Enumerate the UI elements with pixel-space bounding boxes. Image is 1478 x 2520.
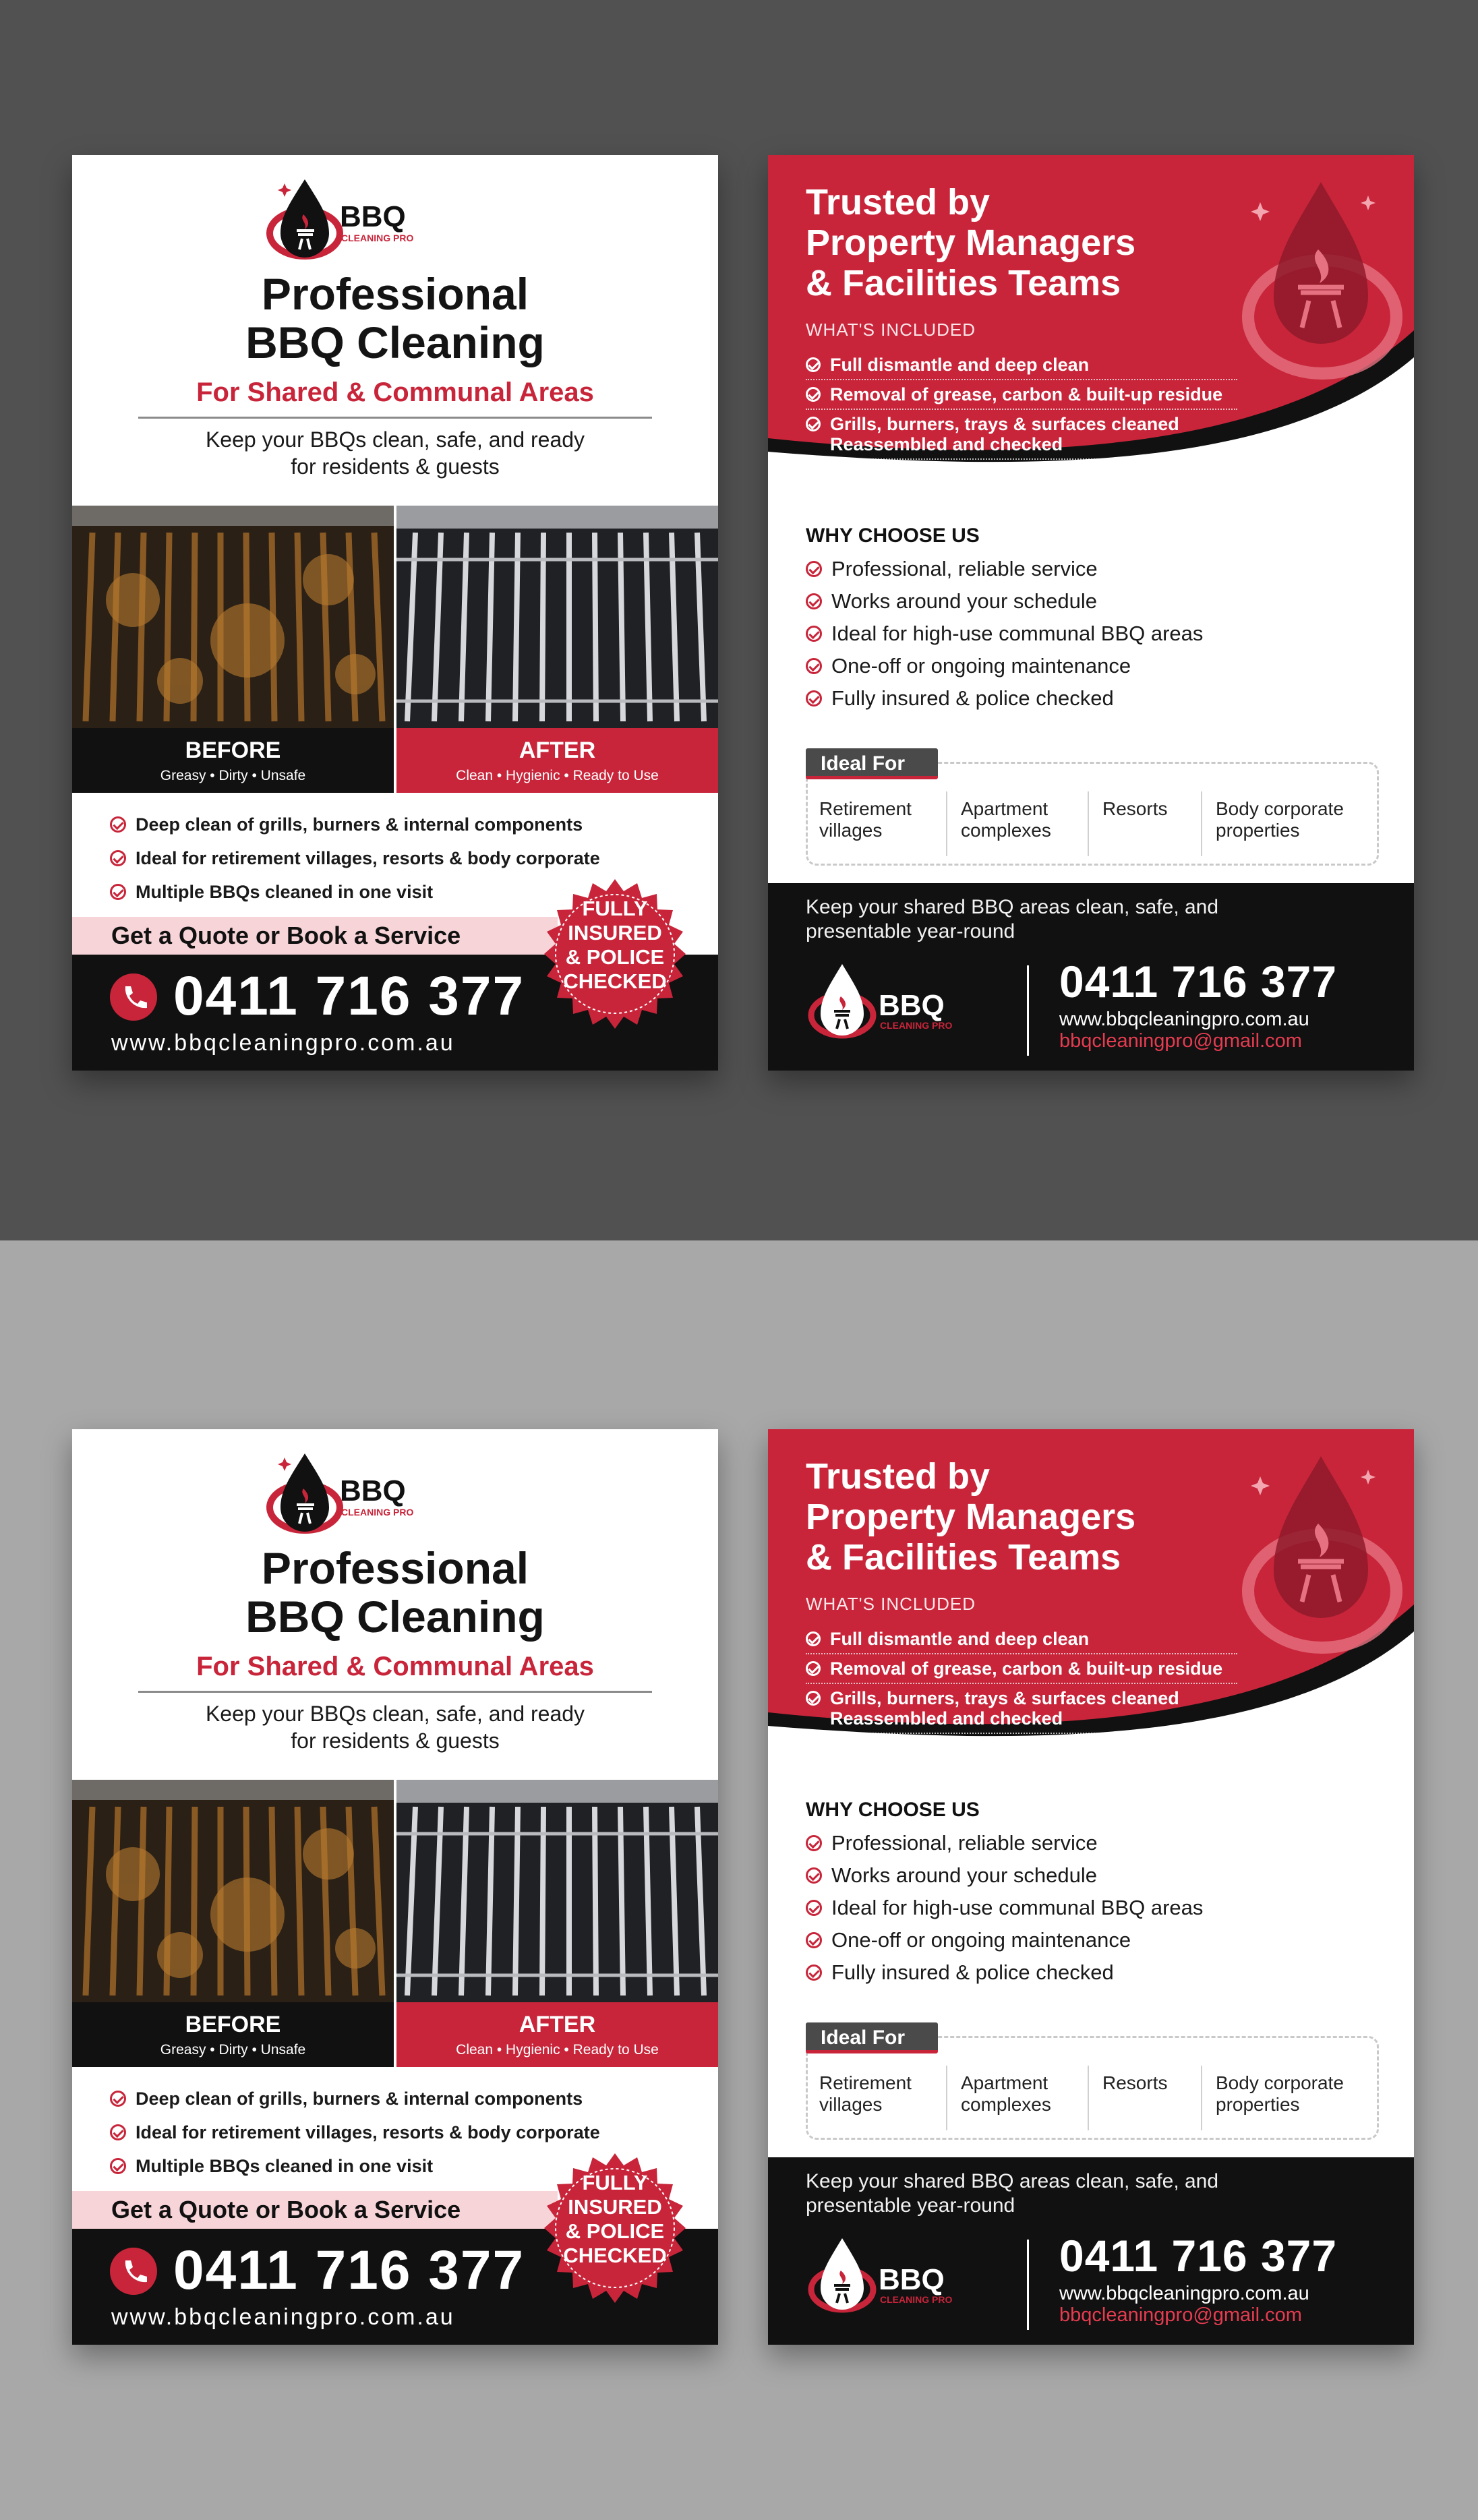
before-photo (72, 1780, 394, 2002)
ideal-item: Apartment complexes (947, 791, 1089, 856)
footer-divider (1027, 2240, 1029, 2330)
included-heading: WHAT'S INCLUDED (806, 1594, 976, 1614)
before-after-labels (72, 2002, 718, 2067)
website-link[interactable]: www.bbqcleaningpro.com.au (1059, 1009, 1309, 1030)
why-heading: WHY CHOOSE US (806, 524, 980, 547)
check-icon (806, 1661, 821, 1676)
ideal-item: Retirement villages (806, 791, 947, 856)
after-label: AFTER Clean • Hygienic • Ready to Use (396, 2002, 718, 2067)
list-item: Ideal for high-use communal BBQ areas (806, 618, 1203, 650)
list-item: Multiple BBQs cleaned in one visit (110, 2149, 663, 2183)
check-icon (806, 690, 822, 707)
list-item: Deep clean of grills, burners & internal components (110, 808, 663, 841)
check-icon (806, 1835, 822, 1851)
front-subtitle: For Shared & Communal Areas (196, 1652, 594, 1681)
quote-banner: Get a Quote or Book a Service (72, 917, 558, 955)
svg-text:CLEANING PRO: CLEANING PRO (341, 1507, 414, 1518)
after-photo (396, 1780, 718, 2002)
ideal-item: Body corporate properties (1216, 2072, 1344, 2115)
check-icon (110, 884, 126, 900)
check-icon (806, 626, 822, 642)
why-list (806, 553, 1203, 715)
check-icon (806, 1867, 822, 1884)
list-item: Multiple BBQs cleaned in one visit (110, 875, 663, 909)
email-link[interactable]: bbqcleaningpro@gmail.com (1059, 2304, 1302, 2326)
included-list (806, 1625, 1237, 1734)
brand-logo (806, 957, 1015, 1058)
seal-text: FULLY INSURED & POLICE CHECKED (563, 2171, 667, 2267)
list-item: Deep clean of grills, burners & internal components (110, 2082, 663, 2116)
check-icon (806, 1631, 821, 1646)
check-icon (110, 2158, 126, 2174)
ideal-for-items (806, 2066, 1379, 2130)
front-title: Professional BBQ Cleaning (245, 1543, 545, 1642)
ideal-item: Apartment complexes (947, 2066, 1089, 2130)
phone-icon (110, 973, 157, 1021)
list-item: Works around your schedule (806, 1859, 1203, 1892)
list-item: Removal of grease, carbon & built-up residue (806, 1654, 1237, 1684)
check-icon (806, 1932, 822, 1948)
flyer-back (768, 1429, 1414, 2345)
brand-logo (72, 174, 718, 268)
check-icon (806, 1900, 822, 1916)
bbq-drop-icon (1233, 1443, 1409, 1665)
divider (138, 1691, 652, 1693)
list-item: Removal of grease, carbon & built-up residue (806, 380, 1237, 410)
ideal-item: Body corporate properties (1216, 798, 1344, 841)
check-icon (806, 1691, 821, 1706)
list-item: Works around your schedule (806, 585, 1203, 618)
phone-icon (110, 2248, 157, 2295)
ideal-for-items (806, 791, 1379, 856)
phone-number[interactable]: 0411 716 377 (1059, 957, 1338, 1007)
before-after-photos (72, 1780, 718, 2002)
brand-logo (72, 1448, 718, 1542)
before-label: BEFORE Greasy • Dirty • Unsafe (72, 728, 394, 793)
check-icon (110, 850, 126, 866)
brand-logo (806, 2231, 1015, 2333)
list-item: Professional, reliable service (806, 553, 1203, 585)
why-list (806, 1827, 1203, 1989)
front-title: Professional BBQ Cleaning (245, 269, 545, 367)
list-item: One-off or ongoing maintenance (806, 650, 1203, 682)
check-icon (806, 658, 822, 674)
svg-text:CLEANING PRO: CLEANING PRO (880, 2294, 953, 2305)
svg-text:BBQ: BBQ (879, 989, 945, 1022)
back-title: Trusted by Property Managers & Facilities Teams (806, 182, 1136, 303)
footer-divider (1027, 965, 1029, 1056)
list-item: Full dismantle and deep clean (806, 351, 1237, 380)
front-tagline: Keep your BBQs clean, safe, and ready for residents & guests (205, 427, 585, 479)
before-after-labels (72, 728, 718, 793)
list-item: Full dismantle and deep clean (806, 1625, 1237, 1654)
svg-text:BBQ: BBQ (340, 200, 406, 233)
footer-tagline: Keep your shared BBQ areas clean, safe, and presentable year-round (806, 896, 1219, 942)
before-after-photos (72, 506, 718, 728)
front-tagline: Keep your BBQs clean, safe, and ready for residents & guests (205, 1702, 585, 1753)
phone-number[interactable]: 0411 716 377 (173, 2240, 525, 2301)
included-list (806, 351, 1237, 460)
check-icon (806, 387, 821, 402)
website-link[interactable]: www.bbqcleaningpro.com.au (111, 2304, 455, 2330)
website-link[interactable]: www.bbqcleaningpro.com.au (111, 1030, 455, 1056)
before-photo (72, 506, 394, 728)
check-icon (806, 1964, 822, 1981)
check-icon (110, 2091, 126, 2107)
list-item: One-off or ongoing maintenance (806, 1924, 1203, 1956)
check-icon (806, 593, 822, 609)
list-item: Ideal for retirement villages, resorts & body corporate (110, 841, 663, 875)
ideal-for-tag: Ideal For (806, 2022, 938, 2053)
list-item: Fully insured & police checked (806, 1956, 1203, 1989)
check-icon (806, 561, 822, 577)
bbq-drop-icon (1233, 169, 1409, 391)
list-item: Ideal for retirement villages, resorts & body corporate (110, 2116, 663, 2149)
before-label: BEFORE Greasy • Dirty • Unsafe (72, 2002, 394, 2067)
ideal-item: Resorts (1089, 791, 1202, 856)
svg-text:BBQ: BBQ (340, 1474, 406, 1507)
email-link[interactable]: bbqcleaningpro@gmail.com (1059, 1030, 1302, 1052)
svg-text:CLEANING PRO: CLEANING PRO (341, 233, 414, 243)
flyer-back (768, 155, 1414, 1071)
ideal-item: Resorts (1089, 2066, 1202, 2130)
phone-number[interactable]: 0411 716 377 (1059, 2231, 1338, 2281)
list-item: Fully insured & police checked (806, 682, 1203, 715)
back-footer (768, 883, 1414, 1071)
seal-text: FULLY INSURED & POLICE CHECKED (563, 897, 667, 993)
check-icon (110, 2124, 126, 2140)
back-footer (768, 2157, 1414, 2345)
list-item: Ideal for high-use communal BBQ areas (806, 1892, 1203, 1924)
list-item: Grills, burners, trays & surfaces cleaned Reassembled and checked (806, 1684, 1237, 1734)
list-item: Grills, burners, trays & surfaces cleaned Reassembled and checked (806, 410, 1237, 460)
phone-number[interactable]: 0411 716 377 (173, 965, 525, 1027)
footer-tagline: Keep your shared BBQ areas clean, safe, and presentable year-round (806, 2170, 1219, 2217)
check-icon (806, 357, 821, 372)
front-subtitle: For Shared & Communal Areas (196, 378, 594, 407)
ideal-item: Retirement villages (806, 2066, 947, 2130)
after-label: AFTER Clean • Hygienic • Ready to Use (396, 728, 718, 793)
back-title: Trusted by Property Managers & Facilities Teams (806, 1456, 1136, 1578)
divider (138, 417, 652, 419)
check-icon (806, 417, 821, 431)
website-link[interactable]: www.bbqcleaningpro.com.au (1059, 2283, 1309, 2304)
svg-text:CLEANING PRO: CLEANING PRO (880, 1020, 953, 1031)
after-photo (396, 506, 718, 728)
flyer-front (72, 155, 718, 1071)
ideal-for-tag: Ideal For (806, 748, 938, 779)
list-item: Professional, reliable service (806, 1827, 1203, 1859)
flyer-front (72, 1429, 718, 2345)
quote-banner: Get a Quote or Book a Service (72, 2191, 558, 2229)
why-heading: WHY CHOOSE US (806, 1799, 980, 1821)
svg-text:BBQ: BBQ (879, 2263, 945, 2296)
included-heading: WHAT'S INCLUDED (806, 320, 976, 340)
check-icon (110, 816, 126, 833)
